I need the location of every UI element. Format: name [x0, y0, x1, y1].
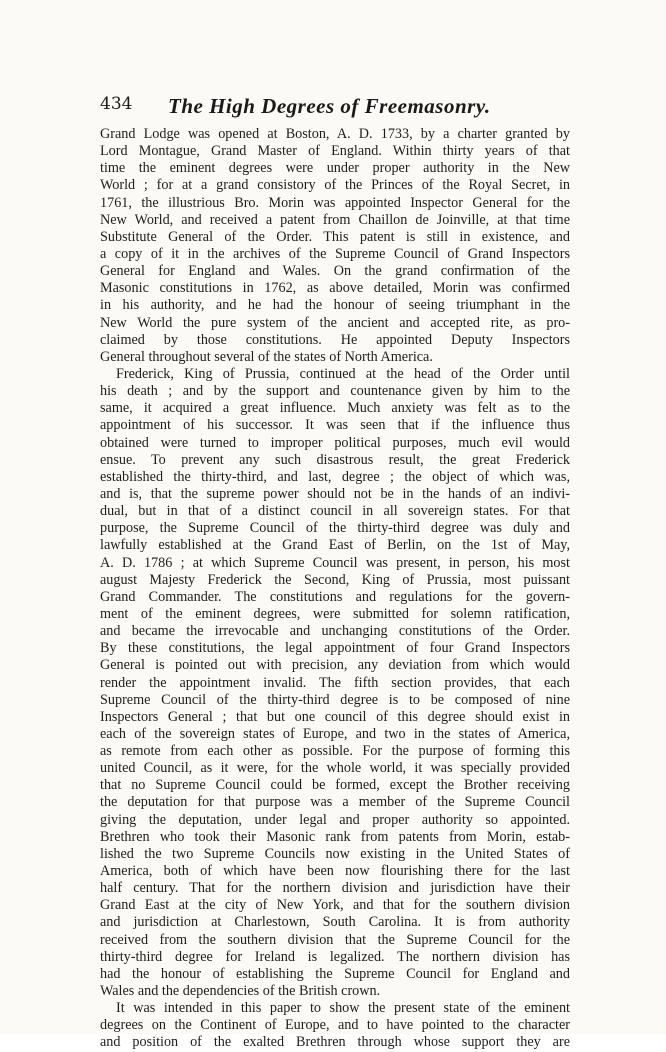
text-line: lished the two Supreme Councils now existing in the United States of [100, 845, 570, 862]
text-line: Lord Montague, Grand Master of England. Within thirty years of that [100, 143, 570, 160]
text-line: giving the deputation, under legal and proper authority so appointed. [100, 811, 570, 828]
text-line: General throughout several of the states of North America. [100, 348, 433, 365]
text-line: Grand East at the city of New York, and that for the southern division [100, 897, 570, 914]
text-line: Grand Lodge was opened at Boston, A. D. 1733, by a charter granted by [100, 126, 570, 142]
text-line: 1761, the illustrious Bro. Morin was appointed Inspector General for the [100, 194, 570, 211]
text-line: established the thirty-third, and last, degree ; the object of which was, [100, 468, 570, 485]
text-line: as remote from each other as possible. For the purpose of forming this [100, 743, 570, 760]
text-line: World ; for at a grand consistory of the Princes of the Royal Secret, in [100, 177, 570, 194]
text-line: degrees on the Continent of Europe, and to have pointed to the character [100, 1017, 570, 1034]
text-line: Supreme Council of the thirty-third degree is to be composed of nine [100, 691, 570, 708]
text-line: Frederick, King of Prussia, continued at the head of the Order until [116, 365, 570, 382]
text-line: and position of the exalted Brethren through whose support they are [100, 1034, 570, 1051]
text-line: august Majesty Frederick the Second, King of Prussia, most puissant [100, 571, 570, 588]
text-line: each of the sovereign states of Europe, and two in the states of America, [100, 725, 570, 742]
text-line: General is pointed out with precision, any deviation from which would [100, 657, 570, 674]
text-line: united Council, as it were, for the whole world, it was specially provided [100, 760, 570, 777]
text-line: same, it acquired a great influence. Much anxiety was felt as to the [100, 400, 570, 417]
page-header [100, 94, 570, 122]
text-line: a copy of it in the archives of the Supreme Council of Grand Inspectors [100, 245, 570, 262]
text-line: his death ; and by the support and countenance given by him to the [100, 383, 570, 400]
text-line: the deputation for that purpose was a member of the Supreme Council [100, 794, 570, 811]
text-line: dual, but in that of a distinct council in all sovereign states. For that [100, 503, 570, 520]
text-line: and became the irrevocable and unchanging constitutions of the Order. [100, 623, 570, 640]
text-line: New World the pure system of the ancient and accepted rite, as pro- [100, 314, 570, 331]
text-line: It was intended in this paper to show the present state of the eminent [116, 1000, 570, 1017]
text-line: ment of the eminent degrees, were submitted for solemn ratification, [100, 605, 570, 622]
text-line: New World, and received a patent from Chaillon de Joinville, at that time [100, 211, 570, 228]
text-line: claimed by those constitutions. He appointed Deputy Inspectors [100, 331, 570, 348]
text-line: Masonic constitutions in 1762, as above detailed, Morin was confirmed [100, 280, 570, 297]
text-line: lawfully established at the Grand East of Berlin, on the 1st of May, [100, 537, 570, 554]
text-line: A. D. 1786 ; at which Supreme Council was present, in person, his most [100, 554, 570, 571]
text-line: in his authority, and he had the honour of seeing triumphant in the [100, 297, 570, 314]
text-line: and is, that the supreme power should not be in the hands of an indivi- [100, 485, 570, 502]
text-line: that no Supreme Council could be formed, except the Brother receiving [100, 777, 570, 794]
text-line: half century. That for the northern division and jurisdiction have their [100, 880, 570, 897]
text-line: Substitute General of the Order. This patent is still in existence, and [100, 228, 570, 245]
text-line: received from the southern division that the Supreme Council for the [100, 931, 570, 948]
text-line: America, both of which have been now flourishing there for the last [100, 863, 570, 880]
body-text [100, 126, 570, 1052]
running-title: The High Degrees of Freemasonry. [168, 94, 491, 118]
text-line: By these constitutions, the legal appointment of four Grand Inspectors [100, 640, 570, 657]
text-line: had the honour of establishing the Supreme Council for England and [100, 965, 570, 982]
text-line: Wales and the dependencies of the British crown. [100, 983, 381, 1000]
text-line: General for England and Wales. On the grand confirmation of the [100, 263, 570, 280]
text-line: purpose, the Supreme Council of the thirty-third degree was duly and [100, 520, 570, 537]
text-line: Inspectors General ; that but one council of this degree should exist in [100, 708, 570, 725]
text-line: render the appointment invalid. The fifth section provides, that each [100, 674, 570, 691]
text-line: thirty-third degree for Ireland is legalized. The northern division has [100, 948, 570, 965]
text-line: obtained were turned to improper political purposes, much evil would [100, 434, 570, 451]
page-number: 434 [100, 94, 133, 114]
text-line: Brethren who took their Masonic rank from patents from Morin, estab- [100, 828, 570, 845]
text-line: appointment of his successor. It was seen that if the influence thus [100, 417, 570, 434]
text-line: ensue. To prevent any such disastrous result, the great Frederick [100, 451, 570, 468]
text-line: time the eminent degrees were under proper authority in the New [100, 160, 570, 177]
text-line: Grand Commander. The constitutions and regulations for the govern- [100, 588, 570, 605]
text-line: and jurisdiction at Charlestown, South Carolina. It is from authority [100, 914, 570, 931]
